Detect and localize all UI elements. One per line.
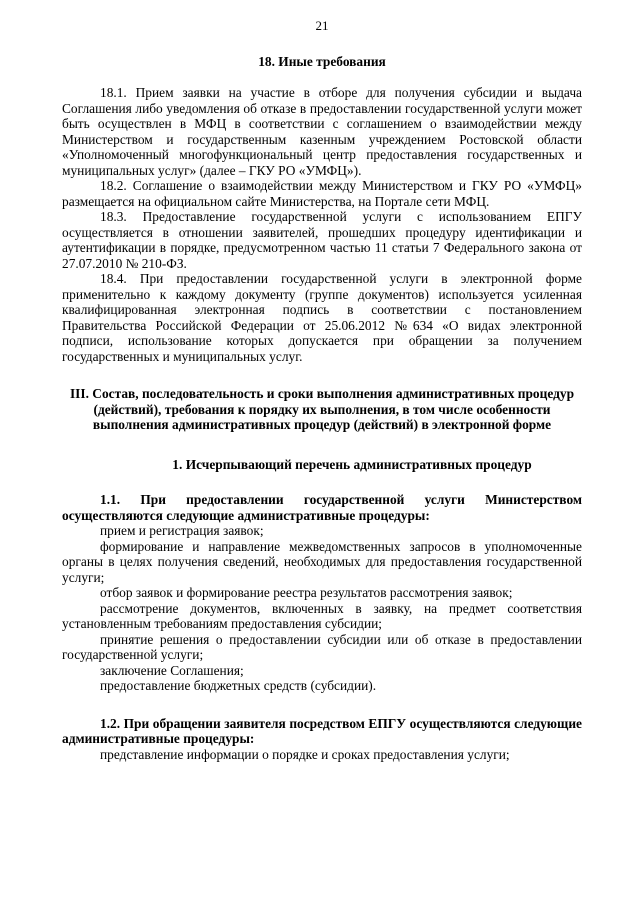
paragraph-1-1: 1.1. При предоставлении государственной услуги Министерством осуществляются следующие административные процедуры:	[62, 492, 582, 523]
section-3-title: III. Состав, последовательность и сроки выполнения административных процедур (действий), требования к порядку их выполнения, в том числе особенности выполнения административных процедур (действий) в электронной форме	[69, 386, 575, 432]
list-item: принятие решения о предоставлении субсидии или об отказе в предоставлении государственной услуги;	[62, 631, 582, 662]
list-item: рассмотрение документов, включенных в заявку, на предмет соответствия установленным требованиям предоставления субсидии;	[62, 600, 582, 631]
page-number: 21	[315, 18, 329, 33]
heading-18: 18. Иные требования	[258, 53, 386, 69]
paragraph-1-2: 1.2. При обращении заявителя посредством ЕПГУ осуществляются следующие административные процедуры:	[62, 715, 582, 746]
list-item: прием и регистрация заявок;	[100, 523, 264, 538]
paragraph-18-1: 18.1. Прием заявки на участие в отборе для получения субсидии и выдача Соглашения либо уведомления об отказе в предоставлении государственной услуги может быть осуществлен в МФЦ в соответствии с соглашением о взаимодействии между Министерством и государственным казенным учреждением Ростовской области «Уполномоченный многофункциональный центр предоставления государственных и муниципальных услуг» (далее – ГКУ РО «УМФЦ»).	[62, 85, 582, 178]
paragraph-18-2: 18.2. Соглашение о взаимодействии между Министерством и ГКУ РО «УМФЦ» размещается на официальном сайте Министерства, на Портале сети МФЦ.	[62, 178, 582, 209]
subsection-1-title: 1. Исчерпывающий перечень административных процедур	[172, 456, 532, 472]
list-item: отбор заявок и формирование реестра результатов рассмотрения заявок;	[100, 585, 513, 600]
list-item: предоставление бюджетных средств (субсидии).	[100, 678, 377, 693]
paragraph-18-3: 18.3. Предоставление государственной услуги с использованием ЕПГУ осуществляется в отношении заявителей, прошедших процедуру идентификации и аутентификации в порядке, предусмотренном частью 11 статьи 7 Федерального закона от 27.07.2010 № 210-ФЗ.	[62, 209, 582, 271]
document-page	[62, 18, 582, 762]
list-item: заключение Соглашения;	[100, 662, 244, 678]
list-item: формирование и направление межведомственных запросов в уполномоченные органы в целях получения сведений, необходимых для предоставления государственной услуги;	[62, 538, 582, 585]
paragraph-18-4: 18.4. При предоставлении государственной услуги в электронной форме применительно к каждому документу (группе документов) используется усиленная квалифицированная электронная подпись в соответствии с постановлением Правительства Российской Федерации от 25.06.2012 №634 «О видах электронной подписи, использование которых допускается при обращении за получением государственных и муниципальных услуг.	[62, 271, 582, 364]
list-item: представление информации о порядке и сроках предоставления услуги;	[100, 746, 510, 762]
